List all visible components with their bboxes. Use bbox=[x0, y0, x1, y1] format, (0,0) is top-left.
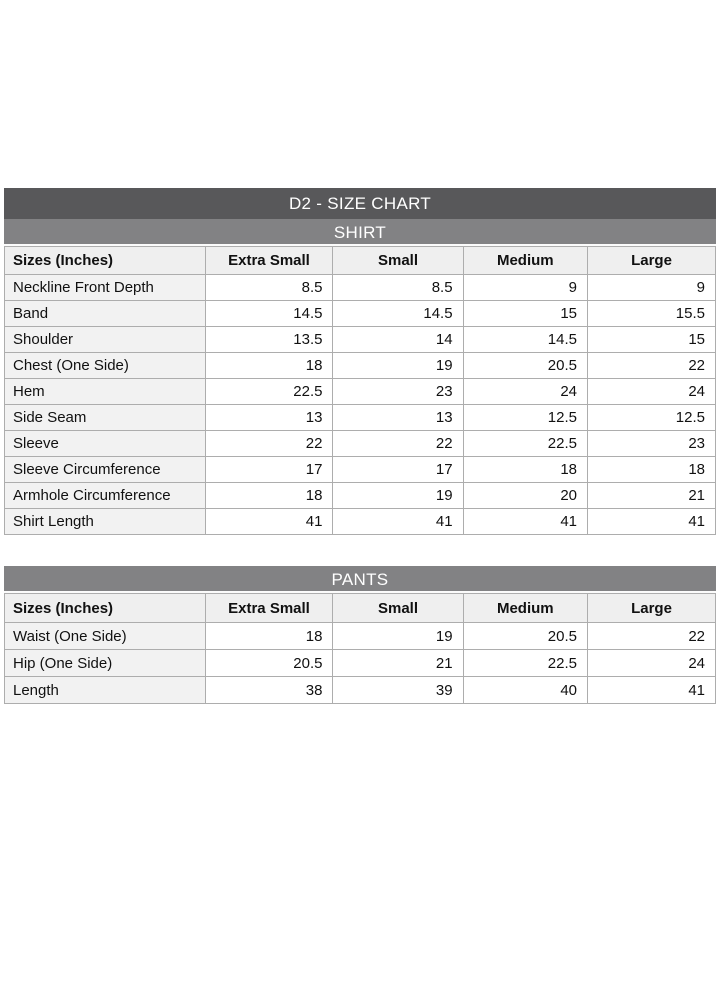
measurement-value-cell: 18 bbox=[205, 623, 333, 650]
measurement-value-cell: 23 bbox=[333, 379, 463, 405]
measurement-value-cell: 41 bbox=[333, 509, 463, 535]
measurement-value-cell: 21 bbox=[588, 483, 716, 509]
measurement-value-cell: 38 bbox=[205, 677, 333, 704]
measurement-value-cell: 20.5 bbox=[205, 650, 333, 677]
measurement-label-cell: Hip (One Side) bbox=[5, 650, 206, 677]
measurement-value-cell: 12.5 bbox=[588, 405, 716, 431]
pants-section-header: PANTS bbox=[4, 566, 716, 593]
measurement-value-cell: 22 bbox=[205, 431, 333, 457]
measurement-value-cell: 41 bbox=[463, 509, 587, 535]
table-row bbox=[5, 623, 716, 650]
measurement-value-cell: 18 bbox=[205, 353, 333, 379]
measurement-value-cell: 40 bbox=[463, 677, 587, 704]
measurement-label-cell: Armhole Circumference bbox=[5, 483, 206, 509]
measurement-value-cell: 14.5 bbox=[463, 327, 587, 353]
shirt-size-table bbox=[4, 246, 716, 535]
measurement-label-cell: Length bbox=[5, 677, 206, 704]
measurement-value-cell: 18 bbox=[205, 483, 333, 509]
column-header-cell: Medium bbox=[463, 594, 587, 623]
measurement-value-cell: 13.5 bbox=[205, 327, 333, 353]
measurement-value-cell: 41 bbox=[588, 677, 716, 704]
measurement-value-cell: 9 bbox=[463, 275, 587, 301]
measurement-value-cell: 22.5 bbox=[205, 379, 333, 405]
table-row bbox=[5, 431, 716, 457]
measurement-value-cell: 19 bbox=[333, 623, 463, 650]
column-header-cell: Large bbox=[588, 594, 716, 623]
pants-size-table bbox=[4, 593, 716, 704]
table-row bbox=[5, 275, 716, 301]
measurement-value-cell: 18 bbox=[588, 457, 716, 483]
column-header-cell: Extra Small bbox=[205, 247, 333, 275]
table-row bbox=[5, 457, 716, 483]
column-header-cell: Large bbox=[588, 247, 716, 275]
measurement-value-cell: 41 bbox=[205, 509, 333, 535]
table-row bbox=[5, 353, 716, 379]
measurement-value-cell: 12.5 bbox=[463, 405, 587, 431]
measurement-value-cell: 22.5 bbox=[463, 650, 587, 677]
size-chart-title: D2 - SIZE CHART bbox=[4, 188, 716, 219]
measurement-value-cell: 21 bbox=[333, 650, 463, 677]
table-row bbox=[5, 509, 716, 535]
measurement-value-cell: 18 bbox=[463, 457, 587, 483]
measurement-value-cell: 15.5 bbox=[588, 301, 716, 327]
measurement-value-cell: 24 bbox=[588, 379, 716, 405]
measurement-value-cell: 8.5 bbox=[205, 275, 333, 301]
measurement-value-cell: 8.5 bbox=[333, 275, 463, 301]
measurement-label-cell: Sleeve bbox=[5, 431, 206, 457]
measurement-value-cell: 17 bbox=[205, 457, 333, 483]
measurement-value-cell: 19 bbox=[333, 353, 463, 379]
measurement-value-cell: 23 bbox=[588, 431, 716, 457]
measurement-value-cell: 15 bbox=[463, 301, 587, 327]
shirt-size-chart bbox=[4, 188, 716, 535]
column-header-cell: Medium bbox=[463, 247, 587, 275]
measurement-value-cell: 13 bbox=[333, 405, 463, 431]
measurement-value-cell: 14.5 bbox=[333, 301, 463, 327]
measurement-label-cell: Band bbox=[5, 301, 206, 327]
measurement-label-cell: Shirt Length bbox=[5, 509, 206, 535]
table-row bbox=[5, 327, 716, 353]
table-row bbox=[5, 677, 716, 704]
measurement-label-cell: Sleeve Circumference bbox=[5, 457, 206, 483]
measurement-label-cell: Shoulder bbox=[5, 327, 206, 353]
measurement-value-cell: 20.5 bbox=[463, 623, 587, 650]
measurement-value-cell: 15 bbox=[588, 327, 716, 353]
column-header-row bbox=[5, 594, 716, 623]
table-row bbox=[5, 483, 716, 509]
measurement-value-cell: 41 bbox=[588, 509, 716, 535]
measurement-label-cell: Hem bbox=[5, 379, 206, 405]
column-header-cell: Small bbox=[333, 594, 463, 623]
measurement-value-cell: 24 bbox=[588, 650, 716, 677]
measurement-value-cell: 39 bbox=[333, 677, 463, 704]
column-header-cell: Extra Small bbox=[205, 594, 333, 623]
measurement-label-cell: Chest (One Side) bbox=[5, 353, 206, 379]
table-row bbox=[5, 405, 716, 431]
measurement-value-cell: 24 bbox=[463, 379, 587, 405]
measurement-value-cell: 20.5 bbox=[463, 353, 587, 379]
measurement-value-cell: 22 bbox=[588, 623, 716, 650]
measurement-value-cell: 22 bbox=[333, 431, 463, 457]
measurement-value-cell: 13 bbox=[205, 405, 333, 431]
column-header-cell: Small bbox=[333, 247, 463, 275]
measurement-label-cell: Waist (One Side) bbox=[5, 623, 206, 650]
measurement-value-cell: 14 bbox=[333, 327, 463, 353]
measurement-value-cell: 14.5 bbox=[205, 301, 333, 327]
column-header-row bbox=[5, 247, 716, 275]
table-row bbox=[5, 650, 716, 677]
table-row bbox=[5, 379, 716, 405]
measurement-value-cell: 19 bbox=[333, 483, 463, 509]
measurement-value-cell: 17 bbox=[333, 457, 463, 483]
measurement-value-cell: 22.5 bbox=[463, 431, 587, 457]
shirt-section-header: SHIRT bbox=[4, 219, 716, 246]
column-header-cell: Sizes (Inches) bbox=[5, 247, 206, 275]
measurement-label-cell: Neckline Front Depth bbox=[5, 275, 206, 301]
measurement-value-cell: 9 bbox=[588, 275, 716, 301]
measurement-value-cell: 22 bbox=[588, 353, 716, 379]
measurement-label-cell: Side Seam bbox=[5, 405, 206, 431]
table-row bbox=[5, 301, 716, 327]
pants-size-chart bbox=[4, 566, 716, 704]
measurement-value-cell: 20 bbox=[463, 483, 587, 509]
column-header-cell: Sizes (Inches) bbox=[5, 594, 206, 623]
